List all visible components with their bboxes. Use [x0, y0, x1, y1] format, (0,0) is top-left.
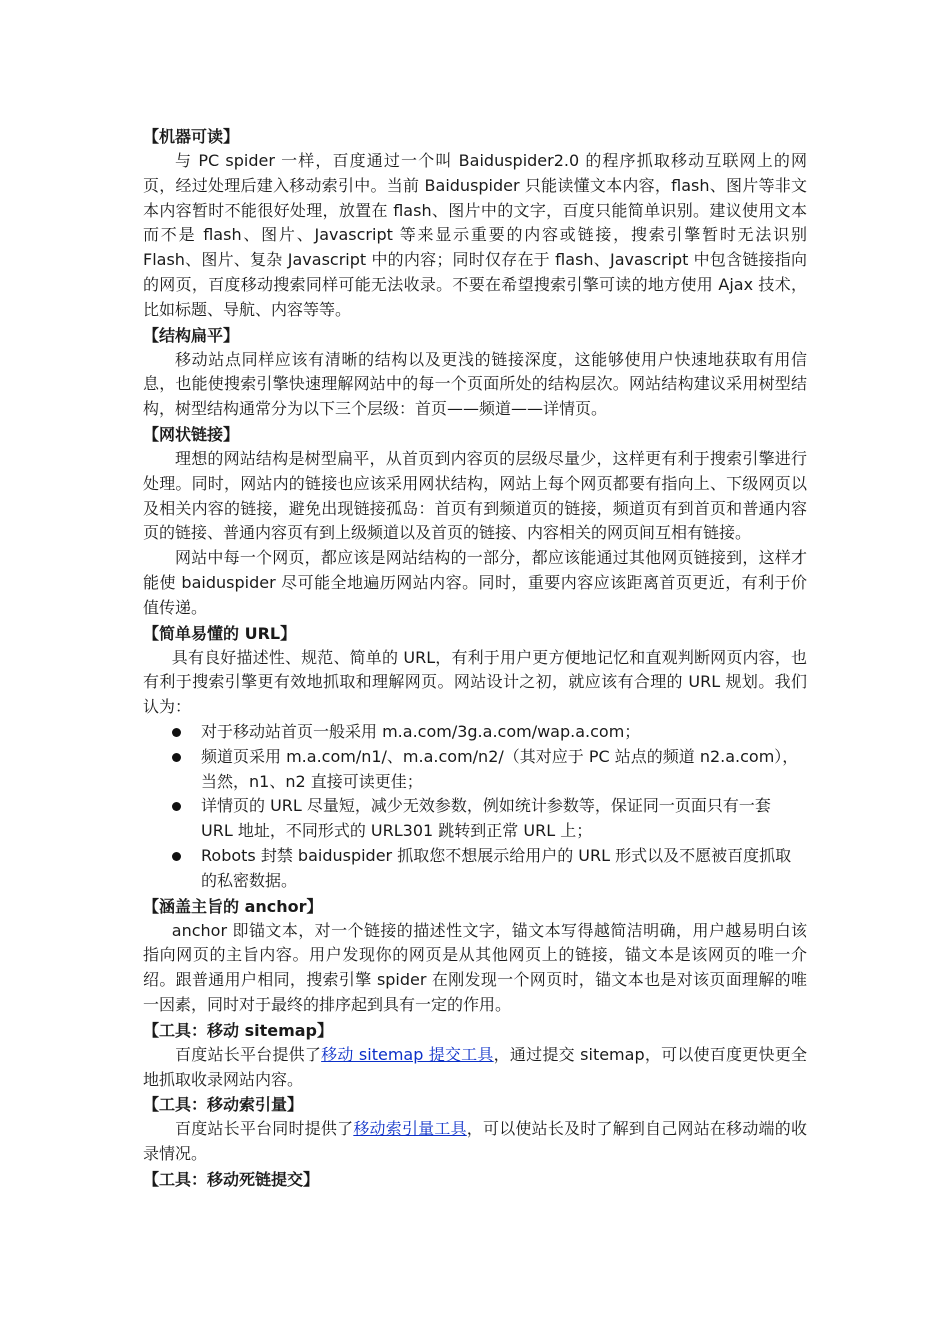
section-heading: 【涵盖主旨的 anchor】 — [143, 896, 323, 916]
list-item — [143, 794, 807, 844]
section-heading: 【工具：移动 sitemap】 — [143, 1020, 334, 1040]
section-tool-index — [143, 1092, 807, 1167]
bullet-icon — [172, 753, 181, 762]
list-item-text: 频道页采用 m.a.com/n1/、m.a.com/n2/（其对应于 PC 站点的频道 n2.a.com），当然，n1、n2 直接可读更佳； — [201, 746, 799, 791]
sitemap-tool-link[interactable]: 移动 sitemap 提交工具 — [321, 1044, 494, 1064]
paragraph — [143, 1117, 807, 1167]
list-item-text: 详情页的 URL 尽量短，减少无效参数，例如统计参数等，保证同一页面只有一套 URL 地址，不同形式的 URL301 跳转到正常 URL 上； — [201, 796, 771, 841]
paragraph: 与 PC spider 一样，百度通过一个叫 Baiduspider2.0 的程序抓取移动互联网上的网页，经过处理后建入移动索引中。当前 Baiduspider 只能读懂文本内容，flash、图片等非文本内容暂时不能很好处理，放置在 flash、图片中的文字，百度只能简单识别。建议使用文本而不是 flash、图片、Javascript 等来显示重要的内容或链接，搜索引擎暂时无法识别 Flash、图片、复杂 Javascript 中的内容；同时仅存在于 flash、Javascript 中包含链接指向的网页，百度移动搜索同样可能无法收录。不要在希望搜索引擎可读的地方使用 Ajax 技术，比如标题、导航、内容等等。 — [143, 151, 807, 319]
section-heading: 【简单易懂的 URL】 — [143, 623, 297, 643]
paragraph: 移动站点同样应该有清晰的结构以及更浅的链接深度，这能够使用户快速地获取有用信息，也能使搜索引擎快速理解网站中的每一个页面所处的结构层次。网站结构建议采用树型结构，树型结构通常分为以下三个层级：首页——频道——详情页。 — [143, 349, 807, 419]
bullet-list — [143, 720, 807, 894]
paragraph: anchor 即锚文本，对一个链接的描述性文字，锚文本写得越简洁明确，用户越易明白该指向网页的主旨内容。用户发现你的网页是从其他网页上的链接，锚文本是该网页的唯一介绍。跟普通用户相同，搜索引擎 spider 在刚发现一个网页时，锚文本也是对该页面理解的唯一因素，同时对于最终的排序起到具有一定的作用。 — [143, 920, 807, 1014]
bullet-icon — [172, 852, 181, 861]
list-item — [143, 745, 807, 795]
section-heading: 【结构扁平】 — [143, 325, 240, 345]
paragraph-text: 百度站长平台提供了 — [175, 1044, 322, 1064]
paragraph-text: ，可以使站长及时了解到自己网站在移动端的收录情况。 — [143, 1119, 807, 1164]
index-tool-link[interactable]: 移动索引量工具 — [353, 1119, 467, 1139]
document-body — [143, 124, 807, 1192]
list-item-text: Robots 封禁 baiduspider 抓取您不想展示给用户的 URL 形式以及不愿被百度抓取的私密数据。 — [201, 845, 792, 890]
list-item — [143, 720, 807, 745]
list-item-text: 对于移动站首页一般采用 m.a.com/3g.a.com/wap.a.com； — [201, 721, 641, 741]
section-heading: 【工具：移动索引量】 — [143, 1095, 304, 1115]
section-heading: 【工具：移动死链提交】 — [143, 1169, 320, 1189]
section-simple-url — [143, 621, 807, 894]
paragraph — [143, 1043, 807, 1093]
section-heading: 【机器可读】 — [143, 127, 240, 146]
section-tool-sitemap — [143, 1018, 807, 1093]
section-heading: 【网状链接】 — [143, 424, 240, 444]
section-machine-readable — [143, 124, 807, 323]
section-tool-deadlink — [143, 1167, 807, 1192]
bullet-icon — [172, 802, 181, 811]
paragraph: 具有良好描述性、规范、简单的 URL，有利于用户更方便地记忆和直观判断网页内容，也有利于搜索引擎更有效地抓取和理解网页。网站设计之初，就应该有合理的 URL 规划。我们认为： — [143, 647, 807, 717]
section-anchor — [143, 894, 807, 1018]
paragraph: 理想的网站结构是树型扁平，从首页到内容页的层级尽量少，这样更有利于搜索引擎进行处理。同时，网站内的链接也应该采用网状结构，网站上每个网页都要有指向上、下级网页以及相关内容的链接，避免出现链接孤岛：首页有到频道页的链接，频道页有到首页和普通内容页的链接、普通内容页有到上级频道以及首页的链接、内容相关的网页间互相有链接。 — [143, 448, 807, 543]
list-item — [143, 844, 807, 894]
paragraph: 网站中每一个网页，都应该是网站结构的一部分，都应该能通过其他网页链接到，这样才能使 baiduspider 尽可能全地遍历网站内容。同时，重要内容应该距离首页更近，有利于价值传递。 — [143, 548, 807, 617]
bullet-icon — [172, 728, 181, 737]
paragraph-text: ，通过提交 sitemap，可以使百度更快更全地抓取收录网站内容。 — [143, 1044, 807, 1089]
section-mesh-links — [143, 422, 807, 621]
section-flat-structure — [143, 323, 807, 422]
paragraph-text: 百度站长平台同时提供了 — [175, 1119, 354, 1139]
